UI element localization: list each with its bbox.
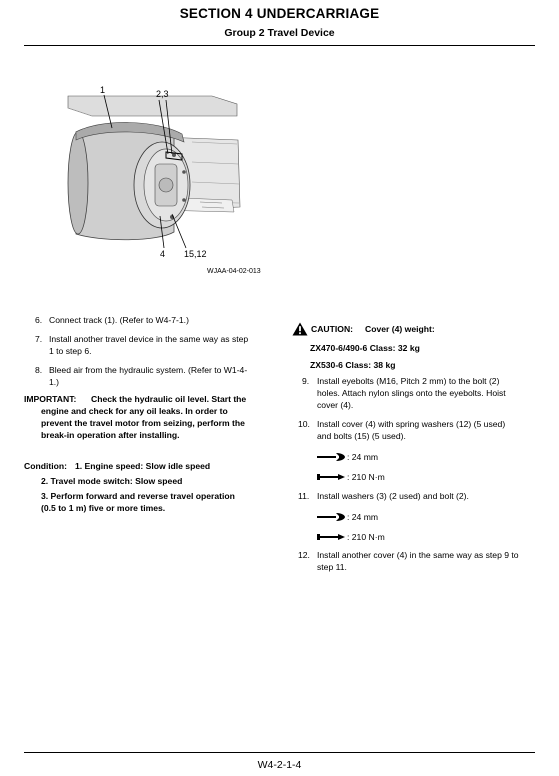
- step-text-line1: Install eyebolts (M16, Pitch 2 mm) to the bolt (2): [317, 376, 500, 386]
- caution-class-1: ZX470-6/490-6 Class: 32 kg: [310, 343, 420, 353]
- tool-wrench-size: [316, 451, 416, 463]
- step-text-line2: holes. Attach nylon slings onto the eyebolts. Hoist: [317, 388, 506, 398]
- step-text-line1: Bleed air from the hydraulic system. (Refer to W1-4-: [49, 365, 248, 375]
- important-note: [24, 393, 279, 443]
- step-number: 9.: [302, 376, 310, 386]
- step-text-line1: Install washers (3) (2 used) and bolt (2).: [317, 491, 469, 501]
- step-text-line2: and bolts (15) (5 used).: [317, 431, 406, 441]
- wrench-icon: [316, 452, 346, 462]
- step-number: 12.: [298, 550, 310, 560]
- condition-line3: 3. Perform forward and reverse travel operation: [41, 491, 235, 501]
- footer-divider: [24, 752, 535, 753]
- condition-line4: (0.5 to 1 m) five or more times.: [41, 503, 166, 513]
- step-10: [298, 418, 543, 442]
- group-title: Group 2 Travel Device: [224, 27, 335, 39]
- callout-4: 4: [160, 249, 166, 259]
- travel-device-illustration: [62, 82, 272, 278]
- tool-wrench-size-2: [316, 511, 416, 523]
- wrench-size-value: : 24 mm: [347, 452, 379, 462]
- step-9: [302, 375, 547, 411]
- caution-text: Cover (4) weight:: [365, 324, 435, 334]
- torque-wrench-icon: [316, 472, 346, 482]
- tool-torque-2: [316, 531, 416, 543]
- caution-block: [292, 322, 542, 372]
- step-7: [35, 333, 280, 357]
- step-8: [35, 364, 280, 388]
- condition-line1: 1. Engine speed: Slow idle speed: [75, 461, 211, 471]
- page-number: W4-2-1-4: [257, 759, 302, 771]
- caution-class-2: ZX530-6 Class: 38 kg: [310, 360, 396, 370]
- step-number: 8.: [35, 365, 43, 375]
- caution-label: CAUTION:: [311, 324, 354, 334]
- step-text-line1: Install another cover (4) in the same way as step 9 to: [317, 550, 519, 560]
- step-text: Connect track (1). (Refer to W4-7-1.): [49, 315, 189, 325]
- important-label: IMPORTANT:: [24, 394, 77, 404]
- warning-icon: [292, 322, 308, 336]
- step-text-line3: cover (4).: [317, 400, 354, 410]
- condition-block: [24, 460, 279, 516]
- section-title: SECTION 4 UNDERCARRIAGE: [179, 6, 380, 21]
- wrench-icon: [316, 512, 346, 522]
- step-number: 10.: [298, 419, 310, 429]
- callout-1: 1: [100, 85, 106, 95]
- condition-line2: 2. Travel mode switch: Slow speed: [41, 476, 183, 486]
- torque-value: : 210 N·m: [347, 472, 385, 482]
- tool-torque: [316, 471, 416, 483]
- step-text-line1: Install another travel device in the same way as step: [49, 334, 249, 344]
- important-line2: engine and check for any oil leaks. In order to: [41, 406, 228, 416]
- step-text-line1: Install cover (4) with spring washers (12) (5 used): [317, 419, 506, 429]
- wrench-size-value: : 24 mm: [347, 512, 379, 522]
- callout-15-12: 15,12: [184, 249, 207, 259]
- important-line1: Check the hydraulic oil level. Start the: [91, 394, 247, 404]
- step-number: 7.: [35, 334, 43, 344]
- step-text-line2: 1.): [49, 377, 60, 387]
- important-line3: prevent the travel motor from seizing, perform the: [41, 418, 245, 428]
- torque-wrench-icon: [316, 532, 346, 542]
- step-number: 6.: [35, 315, 43, 325]
- step-number: 11.: [298, 491, 310, 501]
- header-divider: [24, 45, 535, 46]
- condition-label: Condition:: [24, 461, 67, 471]
- torque-value: : 210 N·m: [347, 532, 385, 542]
- step-12: [298, 549, 543, 573]
- figure-caption: WJAA-04-02-013: [207, 268, 261, 275]
- callout-2-3: 2,3: [156, 89, 169, 99]
- important-line4: break-in operation after installing.: [41, 430, 180, 440]
- step-text-line2: 1 to step 6.: [49, 346, 92, 356]
- step-text-line2: step 11.: [317, 562, 347, 572]
